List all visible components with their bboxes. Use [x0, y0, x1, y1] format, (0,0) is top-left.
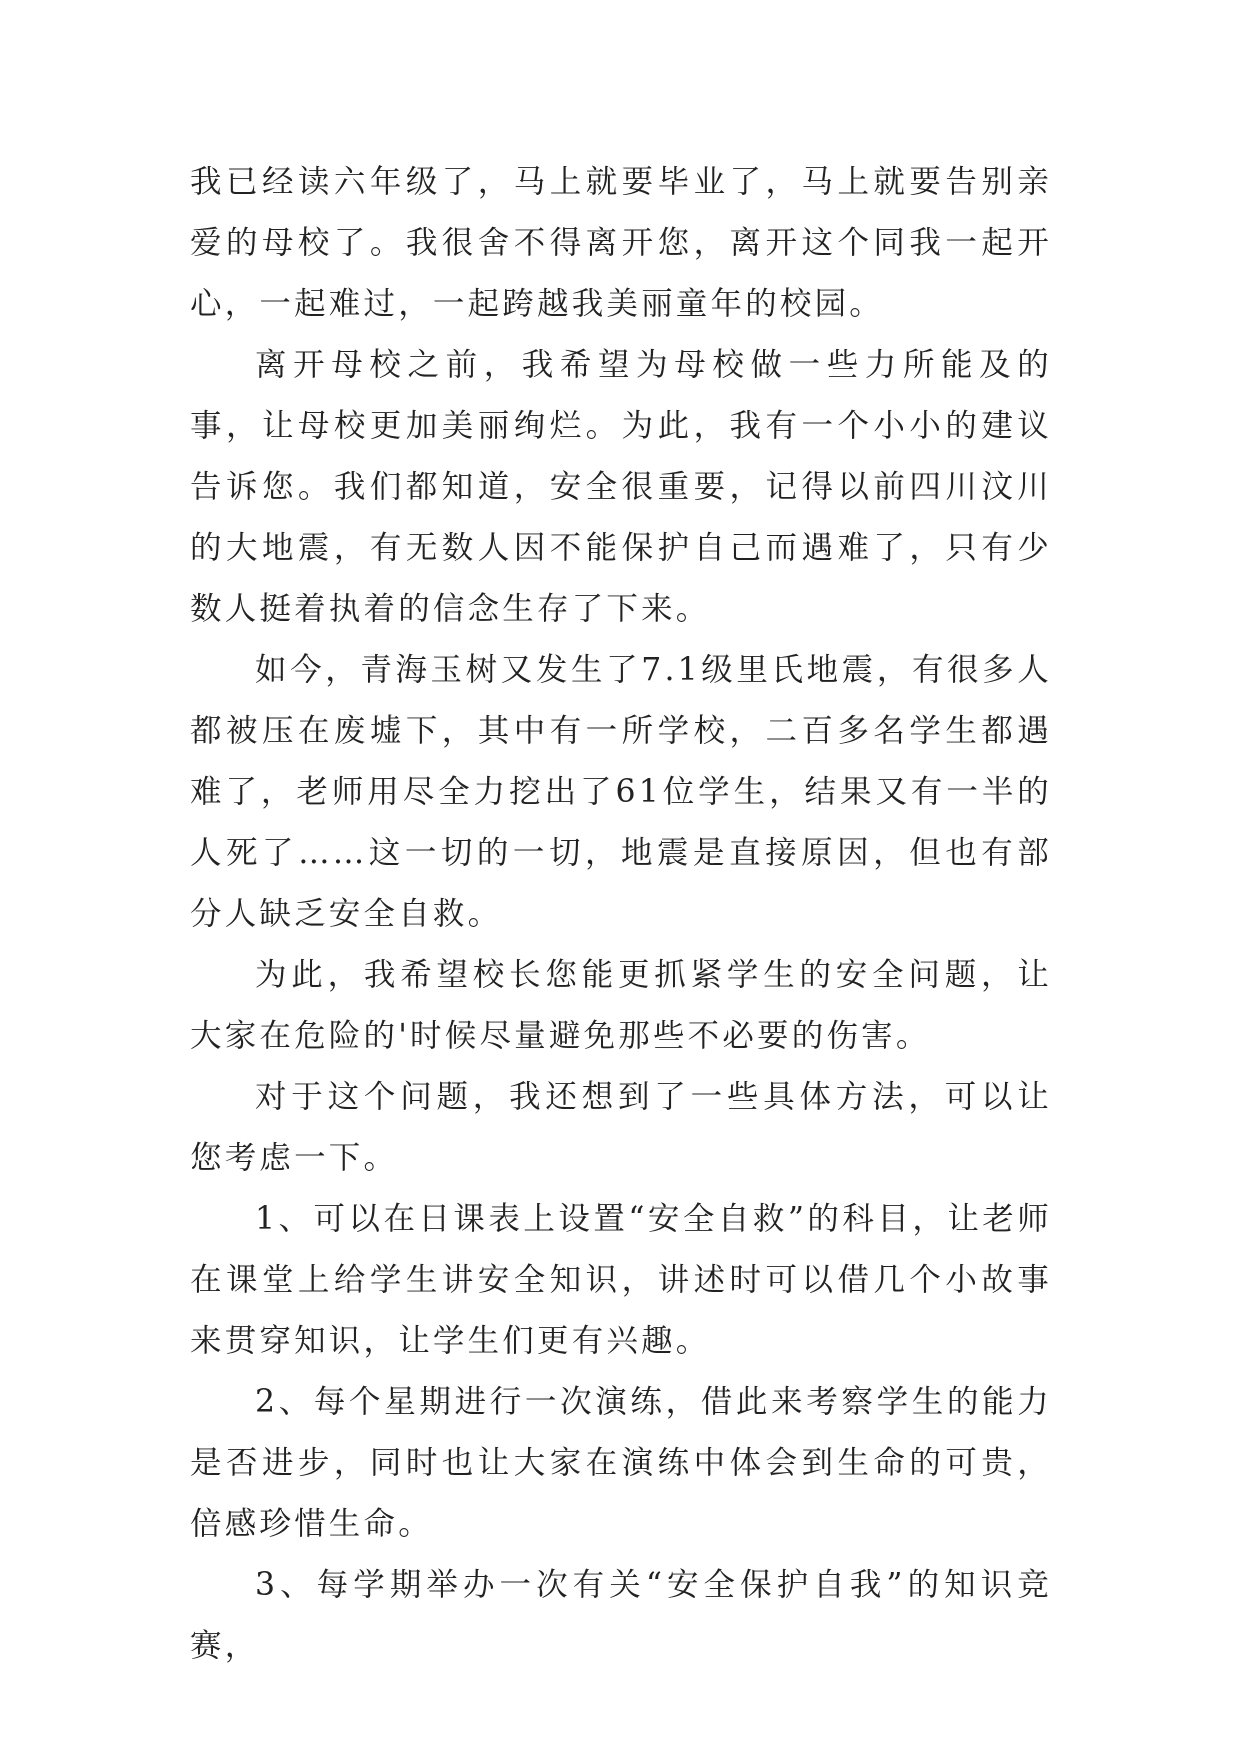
document-body [190, 152, 1052, 1677]
paragraph-5: 对于这个问题，我还想到了一些具体方法，可以让您考虑一下。 [190, 1079, 1052, 1176]
list-item-2: 2、每个星期进行一次演练，借此来考察学生的能力是否进步，同时也让大家在演练中体会到生命的可贵，倍感珍惜生命。 [190, 1384, 1052, 1542]
paragraph-4: 为此，我希望校长您能更抓紧学生的安全问题，让大家在危险的'时候尽量避免那些不必要的伤害。 [190, 957, 1052, 1054]
list-item-3: 3、每学期举办一次有关“安全保护自我”的知识竞赛， [190, 1567, 1052, 1664]
paragraph-2: 离开母校之前，我希望为母校做一些力所能及的事，让母校更加美丽绚烂。为此，我有一个小小的建议告诉您。我们都知道，安全很重要，记得以前四川汶川的大地震，有无数人因不能保护自己而遇难了，只有少数人挺着执着的信念生存了下来。 [190, 347, 1052, 627]
list-item-1: 1、可以在日课表上设置“安全自救”的科目，让老师在课堂上给学生讲安全知识，讲述时可以借几个小故事来贯穿知识，让学生们更有兴趣。 [190, 1201, 1052, 1359]
paragraph-1: 我已经读六年级了，马上就要毕业了，马上就要告别亲爱的母校了。我很舍不得离开您，离开这个同我一起开心，一起难过，一起跨越我美丽童年的校园。 [190, 164, 1052, 322]
paragraph-3: 如今，青海玉树又发生了7.1级里氏地震，有很多人都被压在废墟下，其中有一所学校，二百多名学生都遇难了，老师用尽全力挖出了61位学生，结果又有一半的人死了……这一切的一切，地震是直接原因，但也有部分人缺乏安全自救。 [190, 652, 1052, 932]
